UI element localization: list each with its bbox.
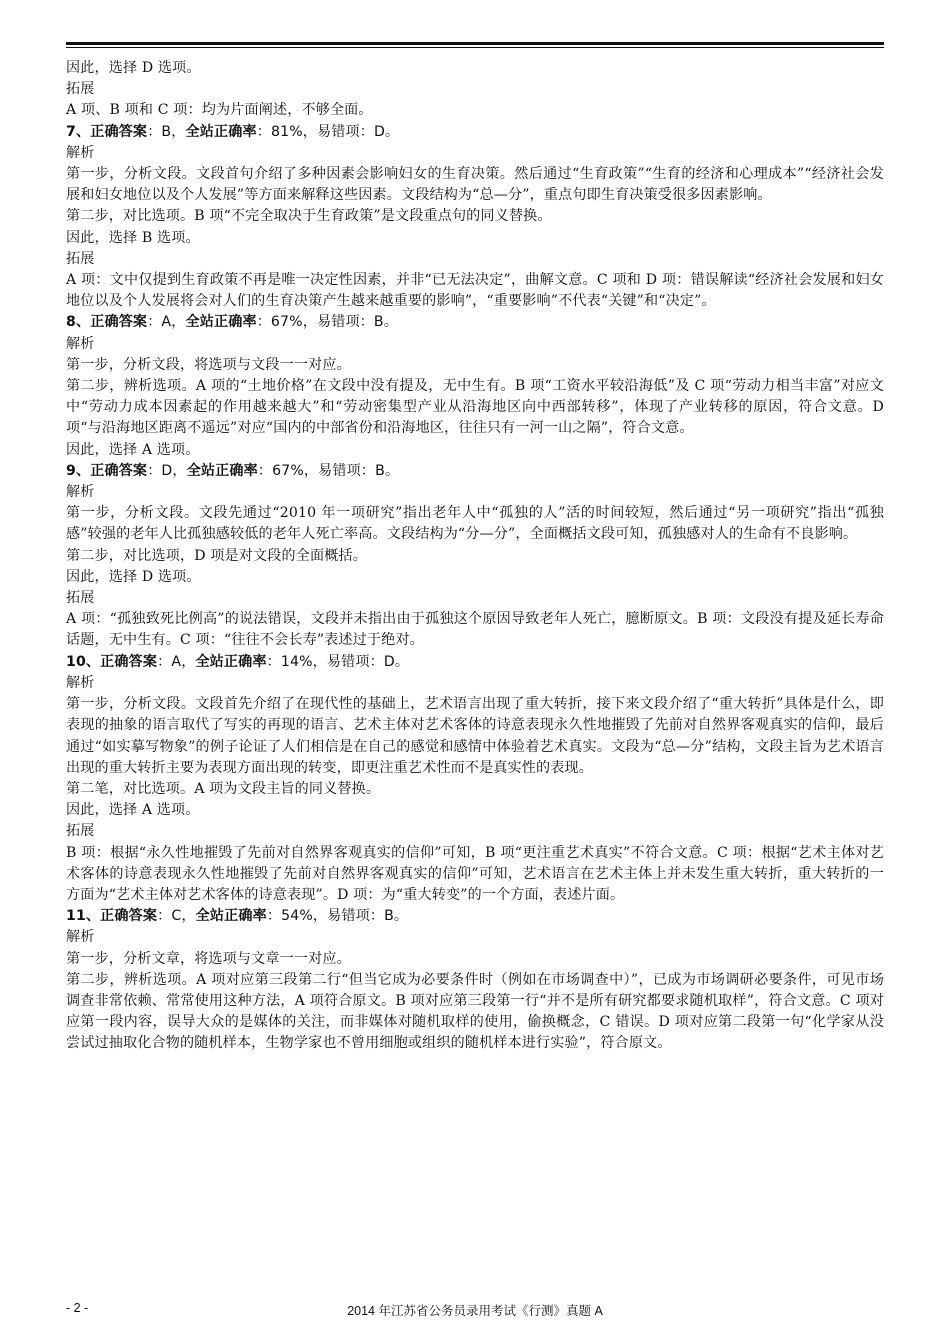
conclusion: 因此，选择 A 选项。 [66,441,200,458]
step-2: 第二步，辨析选项。A 项对应第三段第二行“但当它成为必要条件时（例如在市场调查中）”，已成为市场调研必要条件，可见市场调查非常依赖、常常使用这种方法，A 项符合原文。B 项对应第三段第一行“并不是所有研究都要求随机取样”，符合文意。C 项对应第一段内容，误导大众的是媒体的关注，而非媒体对随机取样的使用，偷换概念，C 错误。D 项对应第二段第一句“化学家从没尝试过抽取化合物的随机样本，生物学家也不曾用细胞或组织的随机样本进行实验”，符合原文。 [66,971,884,1052]
question-number: 11、 [66,908,101,925]
analysis-label: 解析 [66,929,95,946]
answer-value: ：A， [147,314,186,331]
footer-title: 2014 年江苏省公务员录用考试《行测》真题 A [347,1304,603,1318]
analysis-label: 解析 [66,335,95,352]
header-rule [66,42,884,48]
conclusion: 因此，选择 A 选项。 [66,802,200,819]
document-body [66,58,884,1055]
page-footer [66,1301,884,1323]
answer-header [66,122,884,143]
answer-header [66,461,884,482]
answer-header [66,906,884,927]
step-1: 第一步，分析文段，将选项与文段一一对应。 [66,356,351,373]
extension-text: A 项：“孤独致死比例高”的说法错误，文段并未指出由于孤独这个原因导致老年人死亡，臆断原文。B 项：文段没有提及延长寿命话题，无中生有。C 项：“往往不会长寿”表述过于绝对。 [66,611,884,649]
answer-label: 正确答案 [90,314,148,331]
step-2: 第二步，对比选项。B 项“不完全取决于生育政策”是文段重点句的同义替换。 [66,208,552,225]
rate-label: 全站正确率 [195,653,267,670]
page-number: - 2 - [66,1301,89,1315]
step-2: 第二步，辨析选项。A 项的“土地价格”在文段中没有提及，无中生有。B 项“工资水平较沿海低”及 C 项“劳动力相当丰富”对应文中“劳动力成本因素起的作用越来越大”和“劳动密集型产业从沿海地区向中西部转移”，体现了产业转移的原因，符合文意。D 项“与沿海地区距离不遥远”对应“国内的中部省份和沿海地区，往往只有一河一山之隔”，符合文意。 [66,378,884,437]
question-number: 10、 [66,653,101,670]
question-number: 8、 [66,314,91,331]
question-7 [66,122,884,313]
extension-text: A 项：文中仅提到生育政策不再是唯一决定性因素，并非“已无法决定”，曲解文意。C 项和 D 项：错误解读“经济社会发展和妇女地位以及个人发展将会对人们的生育决策产生越来越重要的影响”，“重要影响”不代表“关键”和“决定”。 [66,272,884,310]
step-1: 第一步，分析文段。文段先通过“2010 年一项研究”指出老年人中“孤独的人”活的时间较短，然后通过“另一项研究”指出“孤独感”较强的老年人比孤独感较低的老年人死亡率高。文段结构为“分—分”，全面概括文段可知，孤独感对人的生命有不良影响。 [66,505,884,543]
rate-label: 全站正确率 [185,314,257,331]
question-number: 9、 [66,462,91,479]
analysis-label: 解析 [66,144,95,161]
analysis-label: 解析 [66,674,95,691]
analysis-label: 解析 [66,484,95,501]
conclusion: 因此，选择 B 选项。 [66,229,200,246]
rate-value: ：81%，易错项：D。 [256,123,400,140]
extension-label: 拓展 [66,250,95,267]
rate-value: ：67%，易错项：B。 [257,462,400,479]
rate-value: ：67%，易错项：B。 [256,314,398,331]
question-number: 7、 [66,123,91,140]
answer-label: 正确答案 [90,462,148,479]
rate-label: 全站正确率 [195,908,267,925]
step-2: 第二步，对比选项，D 项是对文段的全面概括。 [66,547,367,564]
question-8 [66,312,884,460]
extension-label: 拓展 [66,590,95,607]
answer-value: ：D， [147,462,187,479]
conclusion: 因此，选择 D 选项。 [66,568,201,585]
step-1: 第一步，分析文章，将选项与文章一一对应。 [66,950,351,967]
answer-header [66,312,884,333]
rate-label: 全站正确率 [186,462,258,479]
rate-value: ：14%，易错项：D。 [266,653,410,670]
extension-label: 拓展 [66,81,95,98]
answer-label: 正确答案 [100,653,158,670]
extension-text: A 项、B 项和 C 项：均为片面阐述，不够全面。 [66,102,373,119]
conclusion: 因此，选择 D 选项。 [66,60,201,76]
step-1: 第一步，分析文段。文段首先介绍了在现代性的基础上，艺术语言出现了重大转折，接下来文段介绍了“重大转折”具体是什么，即表现的抽象的语言取代了写实的再现的语言、艺术主体对艺术客体的诗意表现永久性地摧毁了先前对自然界客观真实的信仰，最后通过“如实摹写物象”的例子论证了人们相信是在自己的感觉和感情中体验着艺术真实。文段为“总—分”结构，文段主旨为艺术语言出现的重大转折主要为表现方面出现的转变，即更注重艺术性而不是真实性的表现。 [66,696,884,776]
answer-label: 正确答案 [90,123,148,140]
answer-label: 正确答案 [100,908,158,925]
answer-value: ：A， [157,653,196,670]
question-11 [66,906,884,1054]
step-2: 第二笔，对比选项。A 项为文段主旨的同义替换。 [66,780,381,797]
answer-value: ：C， [157,908,196,925]
answer-value: ：B， [147,123,186,140]
answer-header [66,652,884,673]
question-10 [66,652,884,906]
question-9 [66,461,884,652]
step-1: 第一步，分析文段。文段首句介绍了多种因素会影响妇女的生育决策。然后通过“生育政策”“生育的经济和心理成本”“经济社会发展和妇女地位以及个人发展”等方面来解释这些因素。文段结构为“总—分”，重点句即生育决策受很多因素影响。 [66,166,884,204]
extension-text: B 项：根据“永久性地摧毁了先前对自然界客观真实的信仰”可知，B 项“更注重艺术真实”不符合文意。C 项：根据“艺术主体对艺术客体的诗意表现永久性地摧毁了先前对自然界客观真实的信仰”可知，艺术语言在艺术主体上并未发生重大转折，重大转折的一方面为“艺术主体对艺术客体的诗意表现”。D 项：为“重大转变”的一个方面，表述片面。 [66,844,884,903]
extension-label: 拓展 [66,823,95,840]
question-6-tail [66,58,884,122]
rate-value: ：54%，易错项：B。 [266,908,409,925]
rate-label: 全站正确率 [185,123,257,140]
